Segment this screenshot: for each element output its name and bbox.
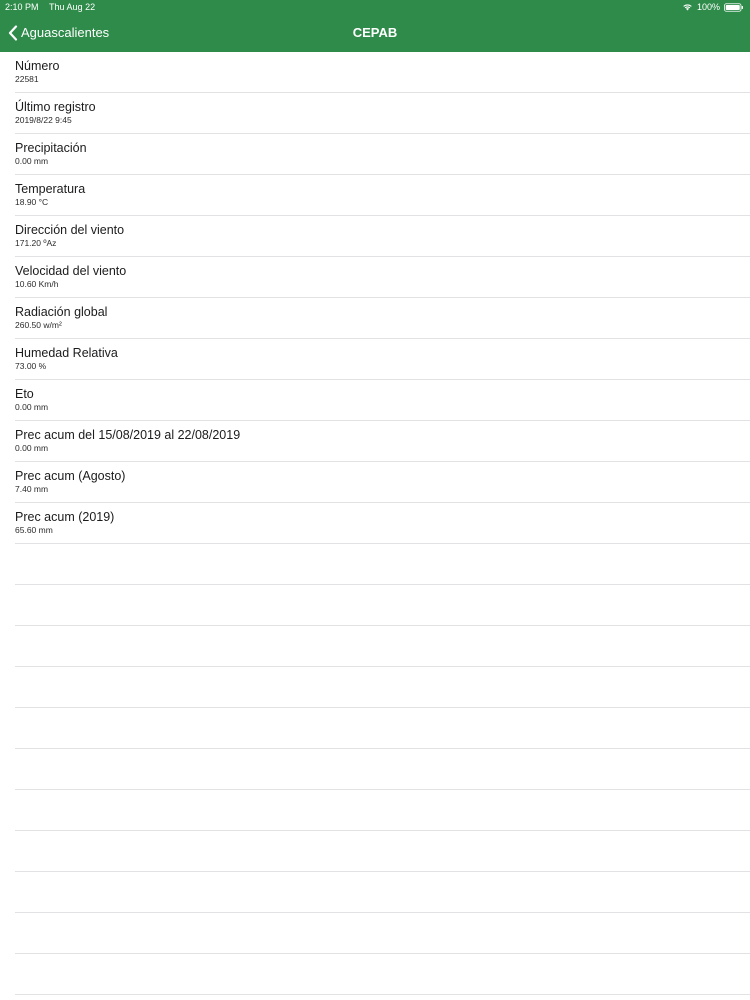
item-label: Humedad Relativa: [15, 346, 118, 360]
list-item-prec-acum-anio[interactable]: [15, 503, 750, 544]
page-title: CEPAB: [352, 25, 398, 40]
chevron-left-icon: [8, 25, 18, 41]
battery-percent: 100%: [696, 2, 720, 12]
item-value: 73.00 %: [15, 361, 47, 371]
item-value: 65.60 mm: [15, 525, 53, 535]
empty-row: [15, 544, 750, 585]
battery-icon: [724, 3, 744, 12]
status-date: Thu Aug 22: [49, 2, 96, 12]
empty-row: [15, 708, 750, 749]
item-value: 260.50 w/m²: [15, 320, 62, 330]
item-label: Prec acum (Agosto): [15, 469, 126, 483]
item-label: Eto: [15, 387, 34, 401]
item-value: 22581: [15, 74, 39, 84]
item-label: Temperatura: [15, 182, 86, 196]
empty-row: [15, 831, 750, 872]
list-item-prec-acum-semana[interactable]: [15, 421, 750, 462]
list-item-numero[interactable]: [15, 52, 750, 93]
item-value: 0.00 mm: [15, 402, 49, 412]
list-item-ultimo-registro[interactable]: [15, 93, 750, 134]
list-item-precipitacion[interactable]: [15, 134, 750, 175]
item-value: 18.90 °C: [15, 197, 49, 207]
empty-row: [15, 790, 750, 831]
list-item-velocidad-viento[interactable]: [15, 257, 750, 298]
item-label: Velocidad del viento: [15, 264, 127, 278]
status-bar: [0, 0, 750, 14]
item-value: 7.40 mm: [15, 484, 49, 494]
item-label: Dirección del viento: [15, 223, 125, 237]
back-button[interactable]: [8, 14, 109, 52]
wifi-icon: [682, 3, 693, 11]
empty-row: [15, 749, 750, 790]
item-value: 2019/8/22 9:45: [15, 115, 72, 125]
list-item-humedad-relativa[interactable]: [15, 339, 750, 380]
item-value: 10.60 Km/h: [15, 279, 59, 289]
item-label: Precipitación: [15, 141, 87, 155]
item-label: Prec acum del 15/08/2019 al 22/08/2019: [15, 428, 241, 442]
empty-row: [15, 913, 750, 954]
list-item-radiacion-global[interactable]: [15, 298, 750, 339]
item-label: Último registro: [15, 100, 96, 114]
item-value: 171.20 ºAz: [15, 238, 57, 248]
item-label: Número: [15, 59, 60, 73]
empty-row: [15, 585, 750, 626]
item-label: Radiación global: [15, 305, 108, 319]
item-label: Prec acum (2019): [15, 510, 115, 524]
station-data-list: [0, 52, 750, 995]
navigation-bar: [0, 14, 750, 52]
list-item-eto[interactable]: [15, 380, 750, 421]
empty-row: [15, 667, 750, 708]
status-left: [5, 0, 95, 14]
status-right: [682, 0, 744, 14]
empty-row: [15, 954, 750, 995]
list-item-temperatura[interactable]: [15, 175, 750, 216]
item-value: 0.00 mm: [15, 156, 49, 166]
list-item-prec-acum-mes[interactable]: [15, 462, 750, 503]
list-item-direccion-viento[interactable]: [15, 216, 750, 257]
item-value: 0.00 mm: [15, 443, 49, 453]
empty-row: [15, 872, 750, 913]
back-button-label: Aguascalientes: [21, 25, 110, 40]
empty-row: [15, 626, 750, 667]
status-time: 2:10 PM: [5, 2, 39, 12]
